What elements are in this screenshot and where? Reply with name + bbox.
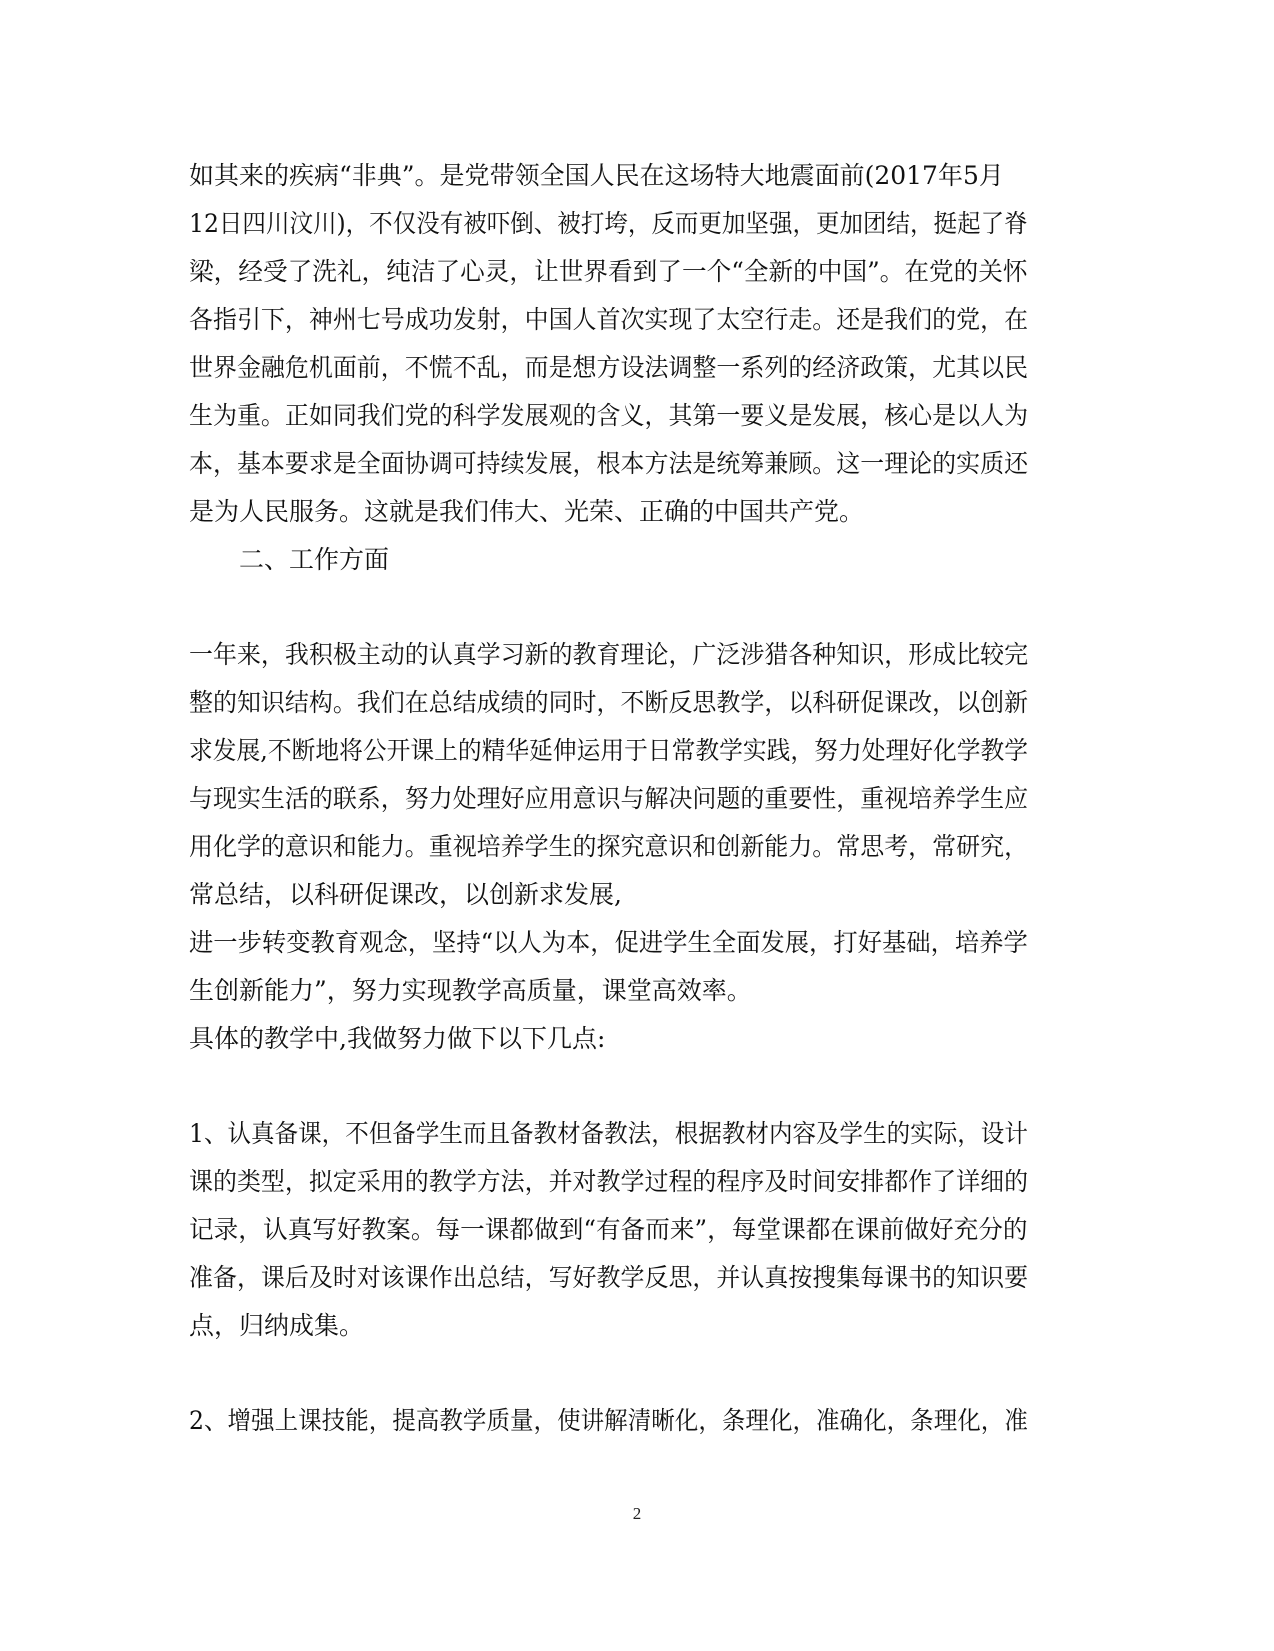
text-line: 准备，课后及时对该课作出总结，写好教学反思，并认真按搜集每课书的知识要 (189, 1263, 1029, 1292)
text-line: 梁，经受了洗礼，纯洁了心灵，让世界看到了一个“全新的中国”。在党的关怀 (189, 257, 1028, 286)
text-line: 2、增强上课技能，提高教学质量，使讲解清晰化，条理化，准确化，条理化，准 (189, 1406, 1028, 1435)
text-line: 如其来的疾病“非典”。是党带领全国人民在这场特大地震面前(2017年5月 (189, 161, 1004, 190)
text-line: 12日四川汶川)，不仅没有被吓倒、被打垮，反而更加坚强，更加团结，挺起了脊 (189, 209, 1028, 238)
text-line: 具体的教学中,我做努力做下以下几点: (189, 1024, 606, 1053)
text-line: 常总结，以科研促课改，以创新求发展, (189, 880, 622, 909)
text-line: 生为重。正如同我们党的科学发展观的含义，其第一要义是发展，核心是以人为 (189, 401, 1029, 430)
text-line: 点，归纳成集。 (189, 1311, 365, 1340)
text-line: 课的类型，拟定采用的教学方法，并对教学过程的程序及时间安排都作了详细的 (189, 1167, 1029, 1196)
text-line: 世界金融危机面前，不慌不乱，而是想方设法调整一系列的经济政策，尤其以民 (189, 353, 1029, 382)
page-number: 2 (632, 1504, 642, 1523)
text-line: 一年来，我积极主动的认真学习新的教育理论，广泛涉猎各种知识，形成比较完 (189, 640, 1029, 669)
text-line: 生创新能力”，努力实现教学高质量，课堂高效率。 (189, 976, 752, 1005)
text-line: 1、认真备课，不但备学生而且备教材备教法，根据教材内容及学生的实际，设计 (189, 1119, 1028, 1148)
text-line: 本，基本要求是全面协调可持续发展，根本方法是统筹兼顾。这一理论的实质还 (189, 449, 1029, 478)
text-line: 是为人民服务。这就是我们伟大、光荣、正确的中国共产党。 (189, 497, 865, 526)
text-line: 用化学的意识和能力。重视培养学生的探究意识和创新能力。常思考，常研究， (189, 832, 1029, 861)
text-line: 记录，认真写好教案。每一课都做到“有备而来”，每堂课都在课前做好充分的 (189, 1215, 1028, 1244)
text-line: 各指引下，神州七号成功发射，中国人首次实现了太空行走。还是我们的党，在 (189, 305, 1029, 334)
text-line: 与现实生活的联系，努力处理好应用意识与解决问题的重要性，重视培养学生应 (189, 784, 1029, 813)
text-line: 求发展,不断地将公开课上的精华延伸运用于日常教学实践，努力处理好化学教学 (189, 736, 1028, 765)
text-line: 整的知识结构。我们在总结成绩的同时，不断反思教学，以科研促课改，以创新 (189, 688, 1029, 717)
text-line: 进一步转变教育观念，坚持“以人为本，促进学生全面发展，打好基础，培养学 (189, 928, 1028, 957)
section-heading: 二、工作方面 (239, 545, 390, 574)
